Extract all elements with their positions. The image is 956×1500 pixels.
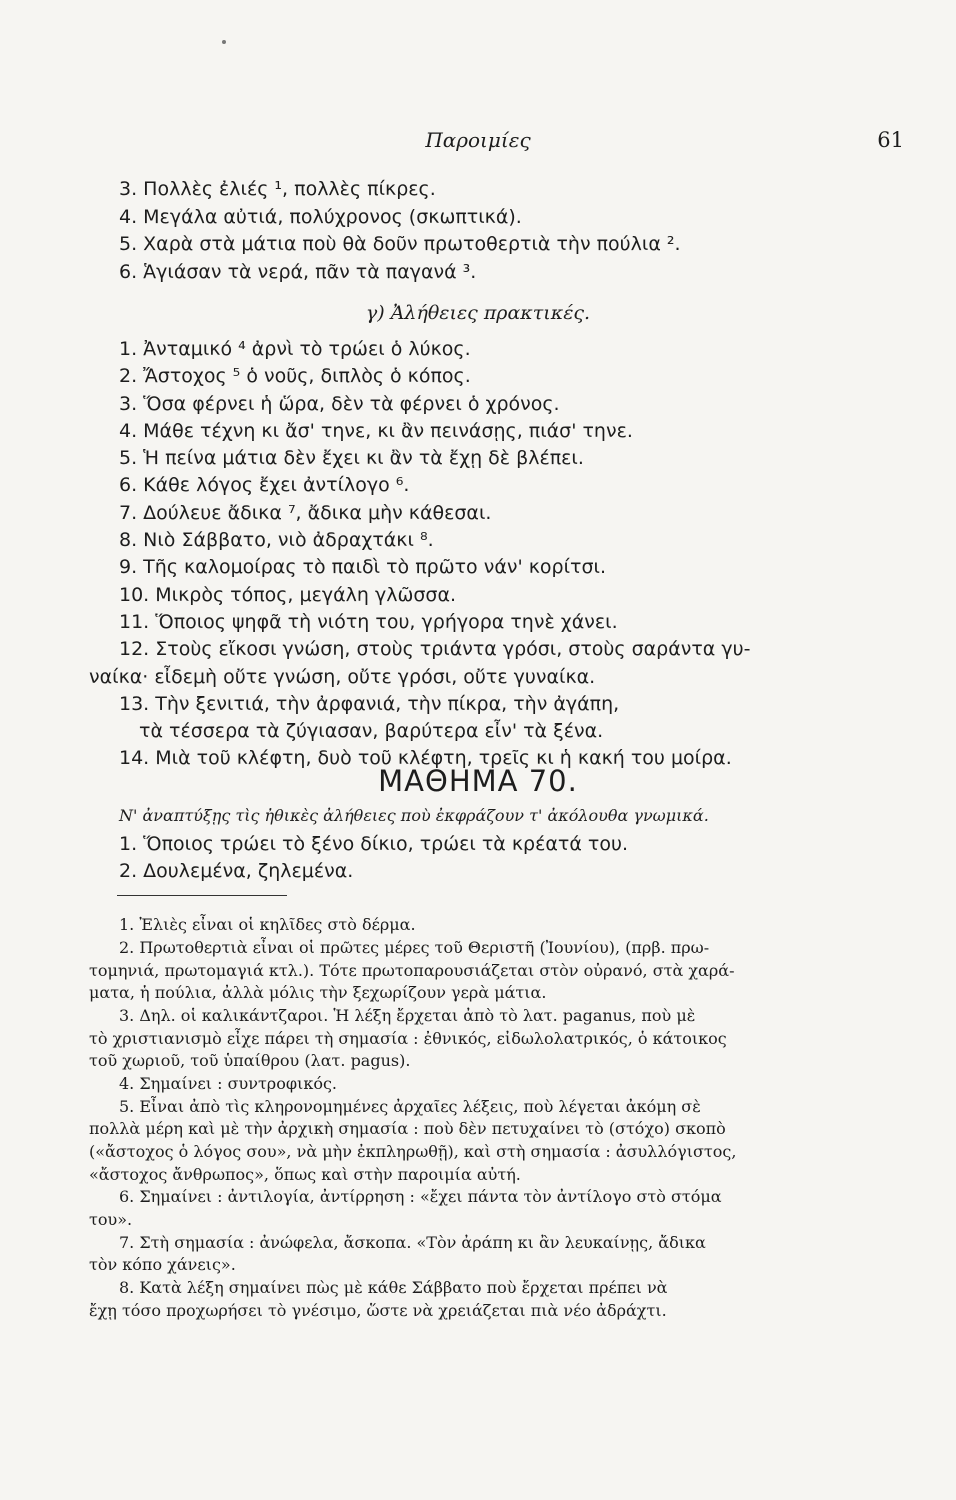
- lesson-instruction: Ν' ἀναπτύξῃς τὶς ἠθικὲς ἀλήθειες ποὺ ἐκφράζουν τ' ἀκόλουθα γνωμικά.: [119, 806, 709, 825]
- proverb-line: 13. Τὴν ξενιτιά, τὴν ἀρφανιά, τὴν πίκρα, τὴν ἀγάπη,: [119, 693, 620, 715]
- footnote-line: τὸ χριστιανισμὸ εἶχε πάρει τὴ σημασία : ἐθνικός, εἰδωλολατρικός, ὁ κάτοικος: [89, 1029, 727, 1048]
- running-header: Παροιμίες: [425, 128, 531, 152]
- footnote-line: πολλὰ μέρη καὶ μὲ τὴν ἀρχικὴ σημασία : ποὺ δὲν πετυχαίνει τὸ (στόχο) σκοπὸ: [89, 1119, 726, 1138]
- footnote-line: 6. Σημαίνει : ἀντιλογία, ἀντίρρηση : «ἔχει πάντα τὸν ἀντίλογο στὸ στόμα: [119, 1187, 722, 1206]
- footnote-line: του».: [89, 1210, 133, 1229]
- lesson-item: 2. Δουλεμένα, ζηλεμένα.: [119, 860, 354, 882]
- footnote-line: 2. Πρωτοθερτιὰ εἶναι οἱ πρῶτες μέρες τοῦ Θεριστῆ (Ἰουνίου), (πρβ. πρω-: [119, 938, 710, 957]
- proverb-line: 8. Νιὸ Σάββατο, νιὸ ἀδραχτάκι ⁸.: [119, 529, 434, 551]
- proverb-line: 3. Πολλὲς ἐλιές ¹, πολλὲς πίκρες.: [119, 178, 436, 200]
- footnote-line: τομηνιά, πρωτομαγιά κτλ.). Τότε πρωτοπαρουσιάζεται στὸν οὐρανό, στὰ χαρά-: [89, 961, 735, 980]
- lesson-title: ΜΑΘΗΜΑ 70.: [378, 764, 578, 798]
- footnote-line: 8. Κατὰ λέξη σημαίνει πὼς μὲ κάθε Σάββατο ποὺ ἔρχεται πρέπει νὰ: [119, 1278, 668, 1297]
- footnote-line: τοῦ χωριοῦ, τοῦ ὑπαίθρου (λατ. pagus).: [89, 1051, 411, 1070]
- proverb-line: 2. Ἄστοχος ⁵ ὁ νοῦς, διπλὸς ὁ κόπος.: [119, 365, 471, 387]
- footnote-line: 1. Ἐλιὲς εἶναι οἱ κηλῖδες στὸ δέρμα.: [119, 915, 416, 934]
- proverb-line: 4. Μάθε τέχνη κι ἄσ' τηνε, κι ἂν πεινάσῃς, πιάσ' τηνε.: [119, 420, 633, 442]
- proverb-line: 12. Στοὺς εἴκοσι γνώση, στοὺς τριάντα γρόσι, στοὺς σαράντα γυ-: [119, 638, 751, 660]
- footnote-line: «ἄστοχος ἄνθρωπος», ὅπως καὶ στὴν παροιμία αὐτή.: [89, 1165, 521, 1184]
- footnote-line: 5. Εἶναι ἀπὸ τὶς κληρονομημένες ἀρχαῖες λέξεις, ποὺ λέγεται ἀκόμη σὲ: [119, 1097, 701, 1116]
- proverb-line: ναίκα· εἶδεμὴ οὔτε γνώση, οὔτε γρόσι, οὔτε γυναίκα.: [89, 666, 596, 688]
- page-number: 61: [877, 128, 904, 152]
- footnote-line: 3. Δηλ. οἱ καλικάντζαροι. Ἡ λέξη ἔρχεται ἀπὸ τὸ λατ. paganus, ποὺ μὲ: [119, 1006, 696, 1025]
- footnote-line: ἔχῃ τόσο προχωρήσει τὸ γνέσιμο, ὥστε νὰ χρειάζεται πιὰ νέο ἀδράχτι.: [89, 1301, 667, 1320]
- proverb-line: 1. Ἀνταμικό ⁴ ἀρνὶ τὸ τρώει ὁ λύκος.: [119, 338, 471, 360]
- footnote-line: 4. Σημαίνει : συντροφικός.: [119, 1074, 337, 1093]
- proverb-line: 11. Ὅποιος ψηφᾶ τὴ νιότη του, γρήγορα τηνὲ χάνει.: [119, 611, 618, 633]
- lesson-item: 1. Ὅποιος τρώει τὸ ξένο δίκιο, τρώει τὰ κρέατά του.: [119, 833, 628, 855]
- footnote-line: («ἄστοχος ὁ λόγος σου», νὰ μὴν ἐκπληρωθῇ), καὶ στὴ σημασία : ἀσυλλόγιστος,: [89, 1142, 737, 1161]
- footnote-line: ματα, ἡ πούλια, ἀλλὰ μόλις τὴν ξεχωρίζουν γερὰ μάτια.: [89, 983, 547, 1002]
- proverb-line: 5. Χαρὰ στὰ μάτια ποὺ θὰ δοῦν πρωτοθερτιὰ τὴν πούλια ².: [119, 233, 681, 255]
- proverb-line: τὰ τέσσερα τὰ ζύγιασαν, βαρύτερα εἶν' τὰ ξένα.: [139, 720, 604, 742]
- proverb-line: 6. Κάθε λόγος ἔχει ἀντίλογο ⁶.: [119, 474, 410, 496]
- footnote-line: 7. Στὴ σημασία : ἀνώφελα, ἄσκοπα. «Τὸν ἀράπη κι ἂν λευκαίνῃς, ἄδικα: [119, 1233, 706, 1252]
- proverb-line: 5. Ἡ πείνα μάτια δὲν ἔχει κι ἂν τὰ ἔχῃ δὲ βλέπει.: [119, 447, 584, 469]
- proverb-line: 6. Ἁγιάσαν τὰ νερά, πᾶν τὰ παγανά ³.: [119, 261, 477, 283]
- proverb-line: 3. Ὅσα φέρνει ἡ ὥρα, δὲν τὰ φέρνει ὁ χρόνος.: [119, 393, 560, 415]
- footnote-line: τὸν κόπο χάνεις».: [89, 1255, 236, 1274]
- proverb-line: 4. Μεγάλα αὐτιά, πολύχρονος (σκωπτικά).: [119, 206, 522, 228]
- section-heading: γ) Ἀλήθειες πρακτικές.: [365, 302, 591, 324]
- proverb-line: 14. Μιὰ τοῦ κλέφτη, δυὸ τοῦ κλέφτη, τρεῖς κι ἡ κακή του μοίρα.: [119, 747, 732, 769]
- proverb-line: 9. Τῆς καλομοίρας τὸ παιδὶ τὸ πρῶτο νάν' κορίτσι.: [119, 556, 606, 578]
- ink-dot: [222, 40, 226, 44]
- footnote-divider: [117, 895, 287, 896]
- proverb-line: 7. Δούλευε ἄδικα ⁷, ἄδικα μὴν κάθεσαι.: [119, 502, 492, 524]
- proverb-line: 10. Μικρὸς τόπος, μεγάλη γλῶσσα.: [119, 584, 457, 606]
